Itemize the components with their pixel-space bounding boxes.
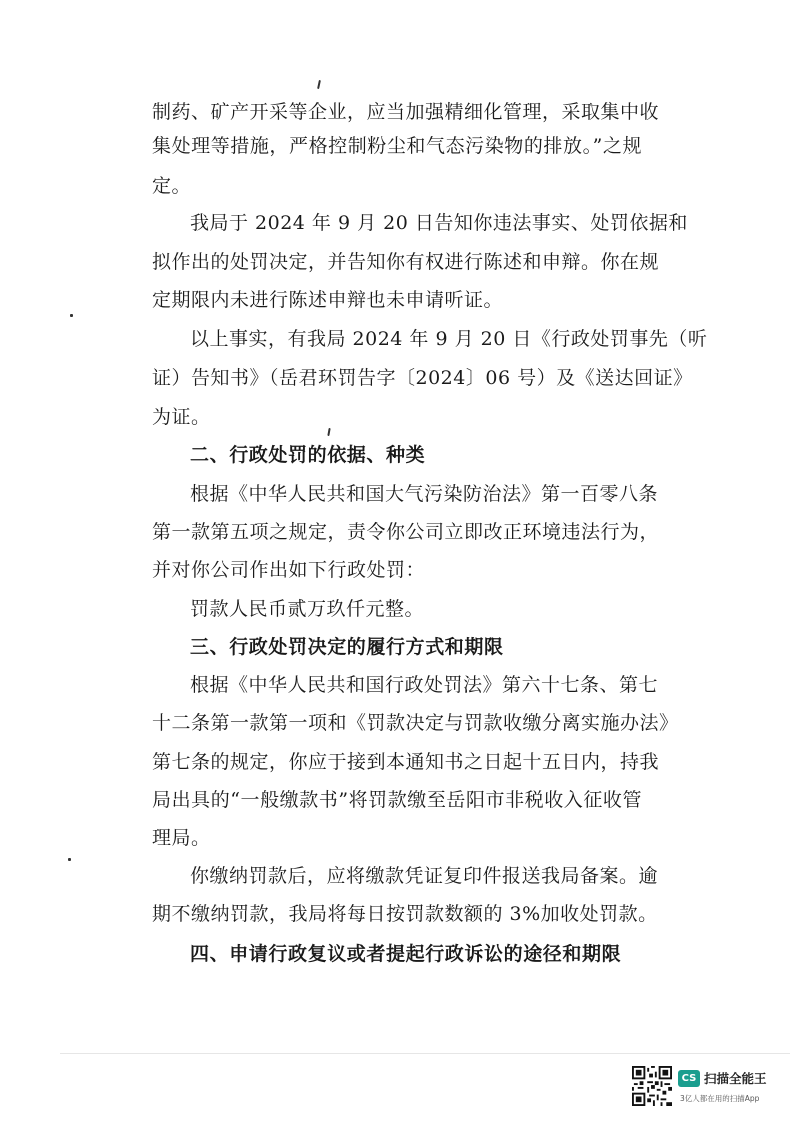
camscanner-watermark (632, 1066, 782, 1110)
paragraph-line: 制药、矿产开采等企业，应当加强精细化管理，采取集中收 (152, 101, 660, 123)
paragraph-line: 证）告知书》（岳君环罚告字〔2024〕06 号）及《送达回证》 (152, 367, 693, 389)
paragraph-line: 第一款第五项之规定，责令你公司立即改正环境违法行为， (152, 521, 660, 543)
paragraph-line: 你缴纳罚款后，应将缴款凭证复印件报送我局备案。逾 (190, 865, 659, 887)
scan-speck (68, 858, 71, 861)
page-divider (60, 1053, 790, 1054)
paragraph-line: 期不缴纳罚款，我局将每日按罚款数额的 3%加收处罚款。 (152, 903, 658, 925)
paragraph-line: 拟作出的处罚决定，并告知你有权进行陈述和申辩。你在规 (152, 251, 660, 273)
camscanner-logo-icon: CS (678, 1070, 700, 1087)
paragraph-line: 理局。 (152, 827, 211, 849)
paragraph-line: 为证。 (152, 406, 211, 428)
paragraph-line: 并对你公司作出如下行政处罚： (152, 559, 426, 581)
section-heading: 三、行政处罚决定的履行方式和期限 (190, 636, 504, 658)
paragraph-line: 十二条第一款第一项和《罚款决定与罚款收缴分离实施办法》 (152, 712, 679, 734)
paragraph-line: 第七条的规定，你应于接到本通知书之日起十五日内，持我 (152, 751, 660, 773)
scan-speck (70, 314, 73, 317)
app-name: 扫描全能王 (704, 1071, 767, 1086)
paragraph-line: 集处理等措施，严格控制粉尘和气态污染物的排放。”之规 (152, 135, 642, 157)
section-heading: 二、行政处罚的依据、种类 (190, 444, 426, 466)
scan-speck (317, 80, 321, 89)
paragraph-line: 根据《中华人民共和国行政处罚法》第六十七条、第七 (190, 674, 659, 696)
paragraph-line: 定。 (152, 175, 192, 197)
paragraph-line: 我局于 2024 年 9 月 20 日告知你违法事实、处罚依据和 (190, 212, 688, 234)
paragraph-line: 根据《中华人民共和国大气污染防治法》第一百零八条 (190, 483, 659, 505)
scan-speck (327, 428, 330, 436)
paragraph-line: 以上事实，有我局 2024 年 9 月 20 日《行政处罚事先（听 (190, 328, 708, 350)
app-tagline: 3亿人都在用的扫描App (680, 1094, 760, 1103)
paragraph-line: 局出具的“一般缴款书”将罚款缴至岳阳市非税收入征收管 (152, 789, 642, 811)
paragraph-line: 定期限内未进行陈述申辩也未申请听证。 (152, 289, 504, 311)
paragraph-line: 罚款人民币贰万玖仟元整。 (190, 598, 425, 620)
section-heading: 四、申请行政复议或者提起行政诉讼的途径和期限 (190, 943, 622, 965)
qr-code-icon (632, 1066, 672, 1106)
